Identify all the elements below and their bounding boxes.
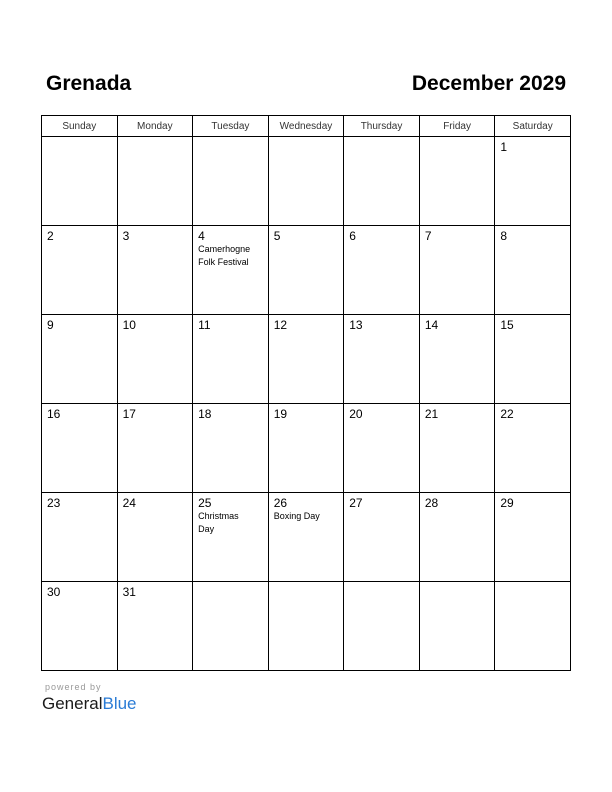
empty-day-cell: [419, 137, 495, 226]
empty-day-cell: [268, 137, 344, 226]
brand-general-text: General: [42, 694, 103, 713]
empty-day-cell: [193, 582, 269, 671]
day-number: 19: [273, 407, 288, 421]
day-number: 3: [122, 229, 130, 243]
day-number: 20: [349, 407, 363, 421]
day-number: 12: [273, 318, 288, 332]
day-cell: [495, 226, 571, 315]
weekday-wednesday: Wednesday: [268, 116, 344, 137]
day-number: 26: [273, 496, 288, 510]
week-row: [42, 226, 571, 315]
day-cell: [117, 493, 193, 582]
day-number: 9: [47, 318, 54, 332]
day-number: 24: [122, 496, 136, 510]
holiday-event: Christmas Day: [198, 511, 239, 534]
day-cell: [42, 493, 118, 582]
day-cell: [268, 404, 344, 493]
weekday-monday: Monday: [117, 116, 193, 137]
day-cell: [42, 226, 118, 315]
day-cell: [117, 404, 193, 493]
empty-day-cell: [193, 137, 269, 226]
weekday-friday: Friday: [419, 116, 495, 137]
weekday-thursday: Thursday: [344, 116, 420, 137]
day-number: 17: [122, 407, 136, 421]
day-number: 6: [349, 229, 356, 243]
day-number: 16: [47, 407, 61, 421]
day-cell: [42, 404, 118, 493]
day-number: 29: [500, 496, 514, 510]
calendar-grid: [41, 115, 571, 671]
day-number: 5: [273, 229, 281, 243]
empty-day-cell: [419, 582, 495, 671]
day-number: 21: [424, 407, 439, 421]
day-cell: [419, 493, 495, 582]
day-cell: [344, 404, 420, 493]
day-number: 14: [424, 318, 439, 332]
day-cell: [419, 226, 495, 315]
week-row: [42, 582, 571, 671]
holiday-event: Boxing Day: [273, 511, 320, 521]
day-cell: [495, 493, 571, 582]
day-number: 25: [198, 496, 212, 510]
empty-day-cell: [268, 582, 344, 671]
day-cell: [344, 226, 420, 315]
week-row: [42, 404, 571, 493]
day-cell: [193, 493, 269, 582]
empty-day-cell: [42, 137, 118, 226]
country-title: Grenada: [46, 72, 132, 95]
day-number: 31: [122, 585, 136, 599]
day-number: 27: [349, 496, 363, 510]
day-cell: [344, 493, 420, 582]
day-cell: [268, 226, 344, 315]
day-cell: [193, 226, 269, 315]
day-cell: [117, 315, 193, 404]
holiday-event: Camerhogne Folk Festival: [198, 244, 251, 267]
day-cell: [117, 582, 193, 671]
day-number: 28: [424, 496, 439, 510]
weekday-saturday: Saturday: [495, 116, 571, 137]
week-row: [42, 137, 571, 226]
week-row: [42, 493, 571, 582]
day-cell: [344, 315, 420, 404]
weekday-header-row: [42, 116, 571, 137]
day-cell: [42, 582, 118, 671]
day-cell: [495, 315, 571, 404]
day-number: 13: [349, 318, 363, 332]
day-cell: [268, 493, 344, 582]
empty-day-cell: [495, 582, 571, 671]
day-number: 22: [500, 407, 514, 421]
day-number: 18: [198, 407, 212, 421]
week-row: [42, 315, 571, 404]
month-year-title: December 2029: [411, 72, 566, 95]
day-cell: [193, 315, 269, 404]
empty-day-cell: [117, 137, 193, 226]
day-cell: [42, 315, 118, 404]
day-cell: [495, 404, 571, 493]
day-number: 15: [500, 318, 514, 332]
day-cell: [495, 137, 571, 226]
powered-by-label: powered by: [45, 682, 102, 692]
day-number: 11: [198, 318, 211, 332]
weekday-sunday: Sunday: [42, 116, 118, 137]
weekday-tuesday: Tuesday: [193, 116, 269, 137]
brand-blue-text: Blue: [102, 694, 137, 713]
calendar-body: [42, 137, 571, 671]
day-number: 7: [424, 229, 432, 243]
empty-day-cell: [344, 582, 420, 671]
day-cell: [419, 404, 495, 493]
day-cell: [117, 226, 193, 315]
empty-day-cell: [344, 137, 420, 226]
day-number: 23: [47, 496, 61, 510]
day-number: 2: [47, 229, 54, 243]
day-number: 4: [198, 229, 205, 243]
day-cell: [268, 315, 344, 404]
day-number: 8: [500, 229, 508, 243]
brand-logo[interactable]: [42, 693, 137, 715]
day-cell: [193, 404, 269, 493]
day-number: 1: [500, 140, 508, 154]
day-number: 30: [47, 585, 61, 599]
day-number: 10: [122, 318, 136, 332]
day-cell: [419, 315, 495, 404]
